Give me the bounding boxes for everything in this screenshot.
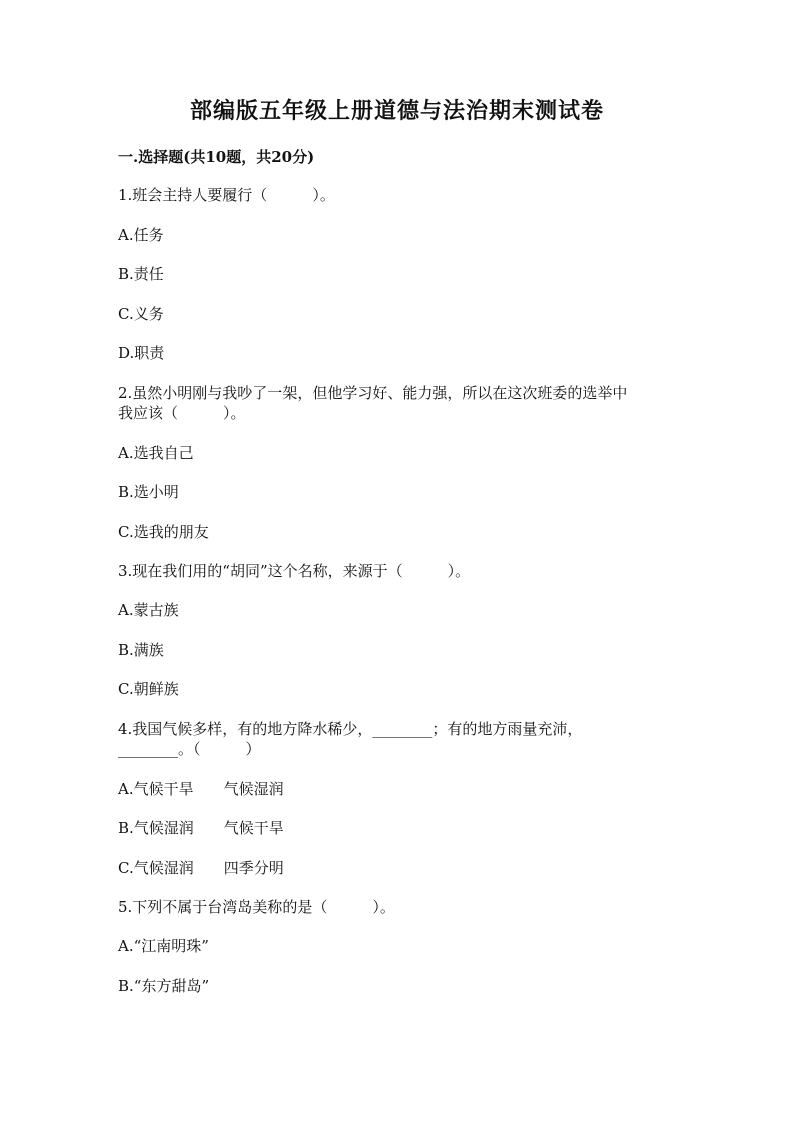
page-title: 部编版五年级上册道德与法治期末测试卷 xyxy=(189,98,604,124)
question-1-option-d: D.职责 xyxy=(118,344,165,362)
question-5-stem: 5.下列不属于台湾岛美称的是（ ）。 xyxy=(118,898,395,916)
question-5-option-a: A.“江南明珠” xyxy=(118,937,209,955)
question-4-stem-line-2: ________。（ ） xyxy=(118,740,261,758)
question-2-option-a: A.选我自己 xyxy=(118,444,194,462)
question-4-option-b: B.气候湿润 气候干旱 xyxy=(118,819,284,837)
question-2-stem-line-2: 我应该（ ）。 xyxy=(118,404,246,422)
question-4-option-c: C.气候湿润 四季分明 xyxy=(118,859,284,877)
question-3-option-b: B.满族 xyxy=(118,641,164,659)
question-2-option-b: B.选小明 xyxy=(118,483,179,501)
question-3-option-a: A.蒙古族 xyxy=(118,601,179,619)
question-3-option-c: C.朝鲜族 xyxy=(118,680,179,698)
question-3-stem: 3.现在我们用的“胡同”这个名称，来源于（ ）。 xyxy=(118,562,471,580)
question-2-option-c: C.选我的朋友 xyxy=(118,523,209,541)
question-4-option-a: A.气候干旱 气候湿润 xyxy=(118,780,284,798)
question-2-stem-line-1: 2.虽然小明刚与我吵了一架，但他学习好、能力强，所以在这次班委的选举中 xyxy=(118,384,628,402)
question-4-stem-line-1: 4.我国气候多样，有的地方降水稀少，________；有的地方雨量充沛， xyxy=(118,720,583,738)
question-1-option-c: C.义务 xyxy=(118,305,164,323)
question-1-option-b: B.责任 xyxy=(118,265,164,283)
section-heading: 一.选择题(共10题，共20分) xyxy=(118,148,315,166)
question-5-option-b: B.“东方甜岛” xyxy=(118,977,210,995)
question-1-stem: 1.班会主持人要履行（ ）。 xyxy=(118,186,335,204)
question-1-option-a: A.任务 xyxy=(118,226,164,244)
